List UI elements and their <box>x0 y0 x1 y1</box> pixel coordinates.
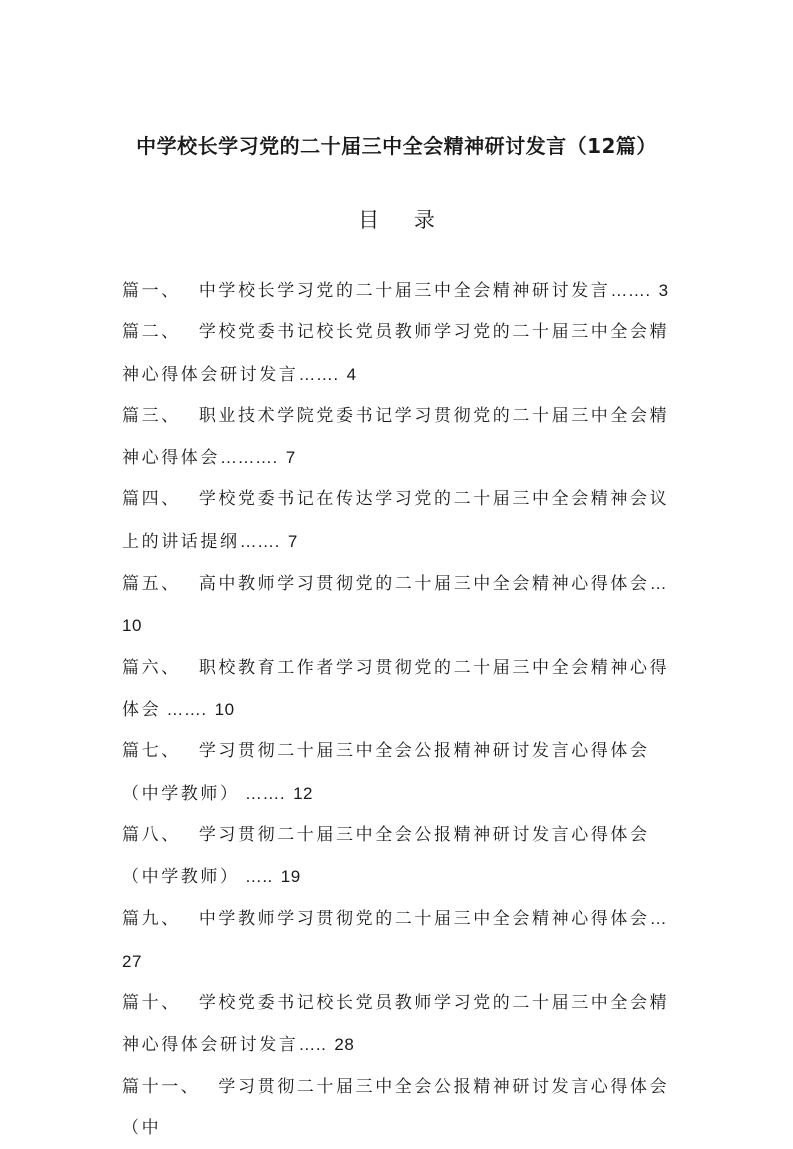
toc-leader-dots: ………. <box>220 448 278 468</box>
toc-entry-number: 篇十一、 <box>122 1076 201 1097</box>
toc-entry-title: 职校教育工作者学习贯彻党的二十届三中全会精神心得体会 <box>122 657 670 720</box>
toc-entry-1[interactable] <box>122 270 682 312</box>
toc-entry-title: 学校党委书记校长党员教师学习党的二十届三中全会精神心得体会研讨发言 <box>122 322 670 385</box>
toc-entry-title: 学习贯彻二十届三中全会公报精神研讨发言心得体会（中学教师） <box>122 741 650 804</box>
toc-entry-title: 学校党委书记在传达学习党的二十届三中全会精神会议上的讲话提纲 <box>122 489 670 552</box>
toc-entry-number: 篇五、 <box>122 574 181 595</box>
toc-leader-dots: ……. <box>161 699 207 719</box>
toc-entry-4[interactable] <box>122 479 682 563</box>
toc-page-number: 19 <box>280 867 301 887</box>
toc-leader-dots: … <box>649 574 668 594</box>
toc-entry-title: 中学校长学习党的二十届三中全会精神研讨发言 <box>198 281 611 301</box>
toc-entry-number: 篇二、 <box>122 322 181 343</box>
toc-page-number: 12 <box>293 783 313 803</box>
toc-entry-9[interactable] <box>122 898 682 983</box>
toc-heading: 目 录 <box>358 208 449 232</box>
toc-entry-11[interactable] <box>122 1067 682 1149</box>
toc-entry-number: 篇八、 <box>122 824 181 845</box>
toc-page-number: 27 <box>122 951 142 971</box>
toc-page-number: 28 <box>334 1035 355 1055</box>
toc-leader-dots: ……. <box>239 783 286 803</box>
toc-entry-3[interactable] <box>122 396 682 480</box>
toc-entry-number: 篇九、 <box>122 909 181 930</box>
toc-leader-dots: ……. <box>239 531 280 551</box>
toc-page-number: 7 <box>287 531 298 551</box>
toc-entry-number: 篇四、 <box>122 489 181 510</box>
toc-leader-dots: ……. <box>298 364 339 384</box>
toc-page-number: 10 <box>122 616 142 636</box>
toc-entry-6[interactable] <box>122 648 682 732</box>
toc-entry-title: 学习贯彻二十届三中全会公报精神研讨发言心得体会（中学教师） <box>122 824 650 888</box>
toc-entry-2[interactable] <box>122 312 682 396</box>
toc-entry-7[interactable] <box>122 731 682 815</box>
toc-entry-8[interactable] <box>122 815 682 899</box>
toc-entry-title: 中学教师学习贯彻党的二十届三中全会精神心得体会 <box>198 909 650 930</box>
toc-entry-title: 学习贯彻二十届三中全会公报精神研讨发言心得体会（中 <box>122 1076 670 1138</box>
toc-entry-number: 篇一、 <box>122 281 181 301</box>
toc-entry-title: 高中教师学习贯彻党的二十届三中全会精神心得体会 <box>198 574 650 595</box>
toc-leader-dots: ….. <box>239 867 273 887</box>
toc-leader-dots: ……. <box>610 281 651 300</box>
toc-entry-title: 职业技术学院党委书记学习贯彻党的二十届三中全会精神心得体会 <box>122 405 670 469</box>
toc-page-number: 3 <box>658 281 669 300</box>
toc-leader-dots: … <box>649 909 668 929</box>
toc-entry-title: 学校党委书记校长党员教师学习党的二十届三中全会精神心得体会研讨发言 <box>122 993 670 1056</box>
toc-entry-number: 篇三、 <box>122 405 181 426</box>
toc-entry-5[interactable] <box>122 563 682 648</box>
toc-entry-10[interactable] <box>122 983 682 1067</box>
table-of-contents <box>122 270 682 1149</box>
toc-page-number: 7 <box>285 448 296 468</box>
toc-entry-number: 篇十、 <box>122 993 181 1014</box>
toc-page-number: 10 <box>214 699 235 719</box>
toc-entry-number: 篇七、 <box>122 741 181 762</box>
toc-entry-number: 篇六、 <box>122 657 181 678</box>
toc-leader-dots: ….. <box>298 1035 327 1055</box>
document-title: 中学校长学习党的二十届三中全会精神研讨发言（12篇） <box>136 134 657 158</box>
toc-page-number: 4 <box>346 364 357 384</box>
